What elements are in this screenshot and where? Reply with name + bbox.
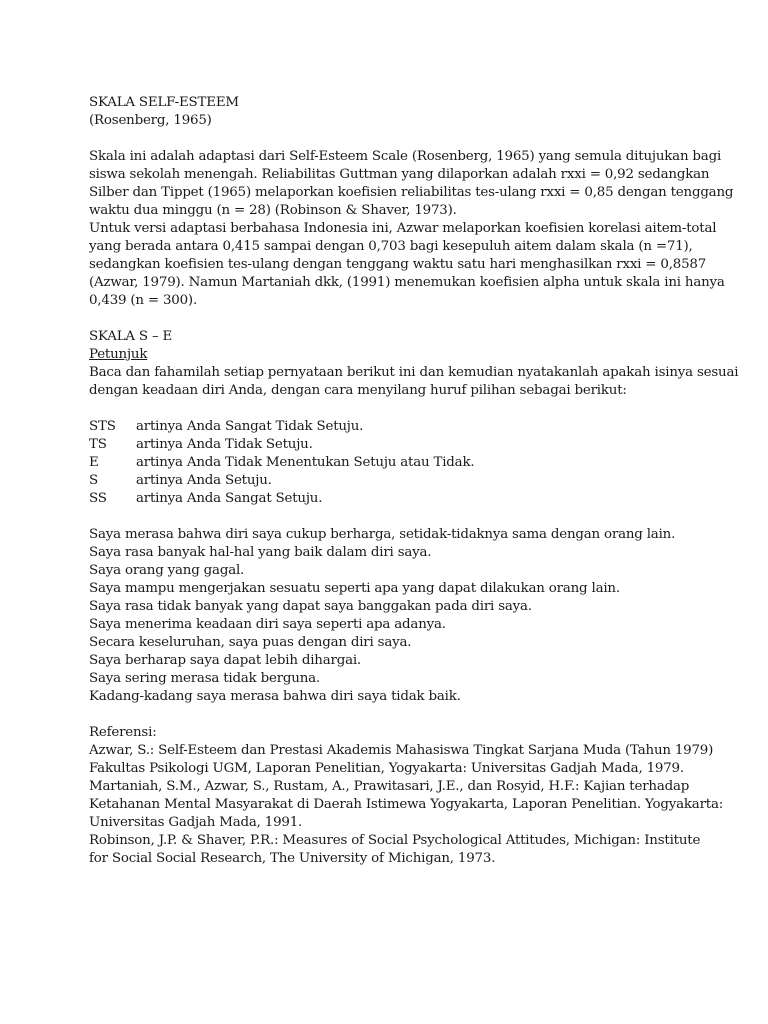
- document-author: (Rosenberg, 1965): [89, 113, 212, 128]
- scale-items: [89, 526, 689, 706]
- scale-item: Saya berharap saya dapat lebih dihargai.: [89, 653, 361, 668]
- scale-item: Secara keseluruhan, saya puas dengan diri saya.: [89, 635, 412, 650]
- reference-line: Azwar, S.: Self-Esteem dan Prestasi Akademis Mahasiswa Tingkat Sarjana Muda (Tahun 1979): [89, 743, 714, 758]
- reference-line: for Social Social Research, The University of Michigan, 1973.: [89, 851, 496, 866]
- legend-meaning: artinya Anda Tidak Setuju.: [136, 437, 313, 452]
- legend-row: [89, 454, 689, 472]
- intro-line: sedangkan koefisien tes-ulang dengan tenggang waktu satu hari menghasilkan rxxi = 0,8587: [89, 257, 707, 272]
- intro-line: yang berada antara 0,415 sampai dengan 0,703 bagi kesepuluh aitem dalam skala (n =71),: [89, 239, 693, 254]
- scale-item: Kadang-kadang saya merasa bahwa diri saya tidak baik.: [89, 689, 461, 704]
- intro-line: Silber dan Tippet (1965) melaporkan koefisien reliabilitas tes-ulang rxxi = 0,85 dengan tenggang: [89, 185, 734, 200]
- reference-line: Martaniah, S.M., Azwar, S., Rustam, A., Prawitasari, J.E., dan Rosyid, H.F.: Kajian terhadap: [89, 779, 690, 794]
- intro-line: (Azwar, 1979). Namun Martaniah dkk, (1991) menemukan koefisien alpha untuk skala ini hanya: [89, 275, 725, 290]
- scale-item: Saya rasa banyak hal-hal yang baik dalam diri saya.: [89, 545, 432, 560]
- document-page: [89, 94, 739, 868]
- intro-line: Skala ini adalah adaptasi dari Self-Esteem Scale (Rosenberg, 1965) yang semula ditujukan bagi: [89, 149, 722, 164]
- instruction-line: dengan keadaan diri Anda, dengan cara menyilang huruf pilihan sebagai berikut:: [89, 383, 627, 398]
- spacer: [89, 310, 689, 328]
- scale-item: Saya mampu mengerjakan sesuatu seperti apa yang dapat dilakukan orang lain.: [89, 581, 620, 596]
- instructions-paragraph: [89, 364, 739, 400]
- spacer: [89, 706, 689, 724]
- instruction-line: Baca dan fahamilah setiap pernyataan berikut ini dan kemudian nyatakanlah apakah isinya sesuai: [89, 365, 739, 380]
- legend-row: [89, 472, 689, 490]
- scale-item: Saya menerima keadaan diri saya seperti apa adanya.: [89, 617, 446, 632]
- response-legend: [89, 418, 689, 508]
- legend-meaning: artinya Anda Sangat Setuju.: [136, 491, 323, 506]
- reference-line: Fakultas Psikologi UGM, Laporan Penelitian, Yogyakarta: Universitas Gadjah Mada, 1979.: [89, 761, 684, 776]
- legend-row: [89, 490, 689, 508]
- legend-meaning: artinya Anda Sangat Tidak Setuju.: [136, 419, 364, 434]
- reference-line: Ketahanan Mental Masyarakat di Daerah Istimewa Yogyakarta, Laporan Penelitian. Yogyakarta:: [89, 797, 724, 812]
- scale-item: Saya sering merasa tidak berguna.: [89, 671, 320, 686]
- scale-item: Saya merasa bahwa diri saya cukup berharga, setidak-tidaknya sama dengan orang lain.: [89, 527, 676, 542]
- references-list: [89, 742, 724, 868]
- legend-code: TS: [89, 437, 107, 452]
- scale-item: Saya rasa tidak banyak yang dapat saya banggakan pada diri saya.: [89, 599, 532, 614]
- instructions-heading: Petunjuk: [89, 347, 148, 362]
- scale-item: Saya orang yang gagal.: [89, 563, 245, 578]
- document-title: SKALA SELF-ESTEEM: [89, 95, 239, 110]
- spacer: [89, 400, 689, 418]
- intro-line: Untuk versi adaptasi berbahasa Indonesia ini, Azwar melaporkan koefisien korelasi aitem-total: [89, 221, 717, 236]
- spacer: [89, 508, 689, 526]
- legend-meaning: artinya Anda Setuju.: [136, 473, 272, 488]
- legend-row: [89, 436, 689, 454]
- intro-line: siswa sekolah menengah. Reliabilitas Guttman yang dilaporkan adalah rxxi = 0,92 sedangkan: [89, 167, 710, 182]
- legend-code: E: [89, 455, 99, 470]
- legend-row: [89, 418, 689, 436]
- legend-code: SS: [89, 491, 107, 506]
- intro-line: 0,439 (n = 300).: [89, 293, 198, 308]
- legend-code: S: [89, 473, 98, 488]
- reference-line: Universitas Gadjah Mada, 1991.: [89, 815, 303, 830]
- reference-line: Robinson, J.P. & Shaver, P.R.: Measures of Social Psychological Attitudes, Michigan: Institute: [89, 833, 701, 848]
- intro-paragraph: [89, 148, 734, 310]
- intro-line: waktu dua minggu (n = 28) (Robinson & Shaver, 1973).: [89, 203, 457, 218]
- references-heading: Referensi:: [89, 725, 157, 740]
- spacer: [89, 130, 689, 148]
- legend-meaning: artinya Anda Tidak Menentukan Setuju atau Tidak.: [136, 455, 475, 470]
- scale-title: SKALA S – E: [89, 329, 173, 344]
- legend-code: STS: [89, 419, 116, 434]
